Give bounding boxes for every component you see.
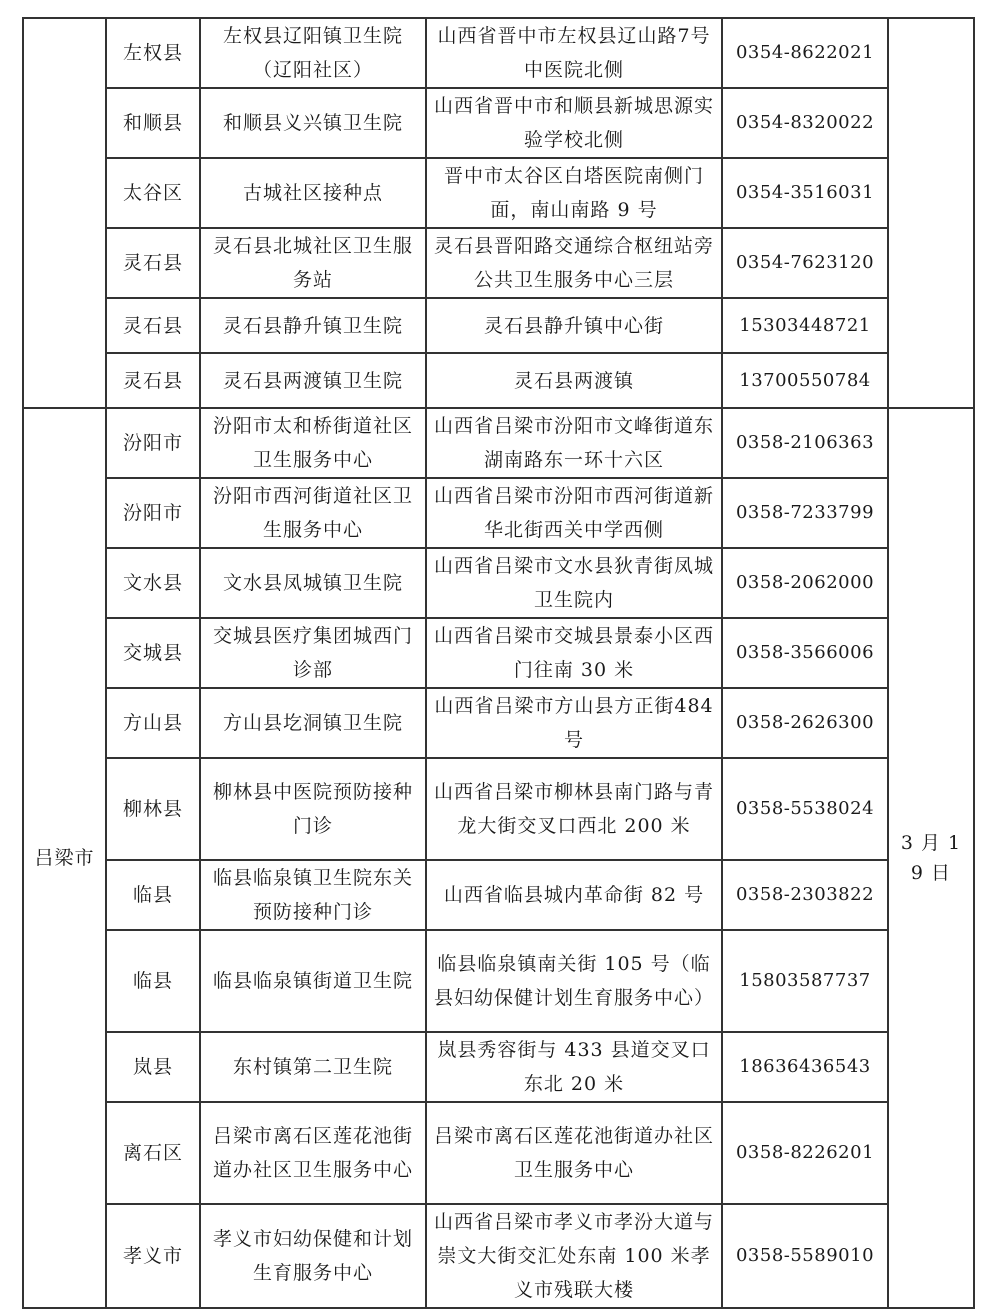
phone-cell: 0354-7623120: [722, 228, 888, 298]
county-cell: 岚县: [106, 1032, 200, 1102]
table-row: [23, 478, 974, 548]
city-cell: 吕梁市: [23, 408, 106, 1308]
phone-cell: 0354-8622021: [722, 18, 888, 88]
phone-cell: 0358-5538024: [722, 758, 888, 860]
phone-cell: 15803587737: [722, 930, 888, 1032]
table-row: [23, 353, 974, 408]
county-cell: 临县: [106, 860, 200, 930]
site-cell: 方山县圪洞镇卫生院: [200, 688, 426, 758]
site-cell: 交城县医疗集团城西门诊部: [200, 618, 426, 688]
phone-cell: 15303448721: [722, 298, 888, 353]
address-cell: 山西省临县城内革命街 82 号: [426, 860, 722, 930]
date-cell: 3 月 19 日: [888, 408, 974, 1308]
site-cell: 左权县辽阳镇卫生院（辽阳社区）: [200, 18, 426, 88]
county-cell: 临县: [106, 930, 200, 1032]
phone-cell: 0358-2106363: [722, 408, 888, 478]
address-cell: 晋中市太谷区白塔医院南侧门面，南山南路 9 号: [426, 158, 722, 228]
site-cell: 古城社区接种点: [200, 158, 426, 228]
table-row: [23, 1032, 974, 1102]
table-row: [23, 860, 974, 930]
table-row: [23, 1102, 974, 1204]
county-cell: 离石区: [106, 1102, 200, 1204]
phone-cell: 0358-2062000: [722, 548, 888, 618]
table-row: [23, 1204, 974, 1308]
county-cell: 灵石县: [106, 353, 200, 408]
address-cell: 山西省吕梁市文水县狄青街凤城卫生院内: [426, 548, 722, 618]
address-cell: 山西省吕梁市交城县景泰小区西门往南 30 米: [426, 618, 722, 688]
county-cell: 柳林县: [106, 758, 200, 860]
address-cell: 临县临泉镇南关街 105 号（临县妇幼保健计划生育服务中心）: [426, 930, 722, 1032]
site-cell: 灵石县北城社区卫生服务站: [200, 228, 426, 298]
site-cell: 汾阳市太和桥街道社区卫生服务中心: [200, 408, 426, 478]
vaccination-site-table: [22, 17, 975, 1309]
site-cell: 汾阳市西河街道社区卫生服务中心: [200, 478, 426, 548]
table-row: [23, 618, 974, 688]
phone-cell: 0358-2626300: [722, 688, 888, 758]
table-row: [23, 688, 974, 758]
city-cell: [23, 18, 106, 408]
table-row: [23, 298, 974, 353]
site-cell: 临县临泉镇街道卫生院: [200, 930, 426, 1032]
address-cell: 灵石县两渡镇: [426, 353, 722, 408]
phone-cell: 0358-8226201: [722, 1102, 888, 1204]
county-cell: 交城县: [106, 618, 200, 688]
table-row: [23, 408, 974, 478]
address-cell: 岚县秀容街与 433 县道交叉口东北 20 米: [426, 1032, 722, 1102]
phone-cell: 0358-2303822: [722, 860, 888, 930]
county-cell: 孝义市: [106, 1204, 200, 1308]
county-cell: 和顺县: [106, 88, 200, 158]
phone-cell: 0354-8320022: [722, 88, 888, 158]
site-cell: 临县临泉镇卫生院东关预防接种门诊: [200, 860, 426, 930]
address-cell: 山西省吕梁市汾阳市西河街道新华北街西关中学西侧: [426, 478, 722, 548]
county-cell: 汾阳市: [106, 408, 200, 478]
site-cell: 灵石县两渡镇卫生院: [200, 353, 426, 408]
site-cell: 灵石县静升镇卫生院: [200, 298, 426, 353]
site-cell: 吕梁市离石区莲花池街道办社区卫生服务中心: [200, 1102, 426, 1204]
county-cell: 汾阳市: [106, 478, 200, 548]
phone-cell: 0354-3516031: [722, 158, 888, 228]
site-cell: 东村镇第二卫生院: [200, 1032, 426, 1102]
county-cell: 灵石县: [106, 298, 200, 353]
address-cell: 灵石县晋阳路交通综合枢纽站旁公共卫生服务中心三层: [426, 228, 722, 298]
site-cell: 柳林县中医院预防接种门诊: [200, 758, 426, 860]
county-cell: 左权县: [106, 18, 200, 88]
phone-cell: 18636436543: [722, 1032, 888, 1102]
date-cell: [888, 18, 974, 408]
address-cell: 吕梁市离石区莲花池街道办社区卫生服务中心: [426, 1102, 722, 1204]
table-row: [23, 158, 974, 228]
address-cell: 山西省吕梁市孝义市孝汾大道与崇文大街交汇处东南 100 米孝义市残联大楼: [426, 1204, 722, 1308]
address-cell: 山西省吕梁市柳林县南门路与青龙大街交叉口西北 200 米: [426, 758, 722, 860]
county-cell: 文水县: [106, 548, 200, 618]
county-cell: 太谷区: [106, 158, 200, 228]
phone-cell: 0358-5589010: [722, 1204, 888, 1308]
site-cell: 孝义市妇幼保健和计划生育服务中心: [200, 1204, 426, 1308]
table-row: [23, 18, 974, 88]
table-row: [23, 228, 974, 298]
address-cell: 山西省晋中市左权县辽山路7号中医院北侧: [426, 18, 722, 88]
table-row: [23, 758, 974, 860]
site-cell: 文水县凤城镇卫生院: [200, 548, 426, 618]
address-cell: 山西省吕梁市汾阳市文峰街道东湖南路东一环十六区: [426, 408, 722, 478]
phone-cell: 0358-3566006: [722, 618, 888, 688]
address-cell: 山西省吕梁市方山县方正街484 号: [426, 688, 722, 758]
address-cell: 山西省晋中市和顺县新城思源实验学校北侧: [426, 88, 722, 158]
table-row: [23, 548, 974, 618]
county-cell: 方山县: [106, 688, 200, 758]
site-cell: 和顺县义兴镇卫生院: [200, 88, 426, 158]
county-cell: 灵石县: [106, 228, 200, 298]
table-row: [23, 88, 974, 158]
phone-cell: 0358-7233799: [722, 478, 888, 548]
address-cell: 灵石县静升镇中心街: [426, 298, 722, 353]
phone-cell: 13700550784: [722, 353, 888, 408]
table-row: [23, 930, 974, 1032]
